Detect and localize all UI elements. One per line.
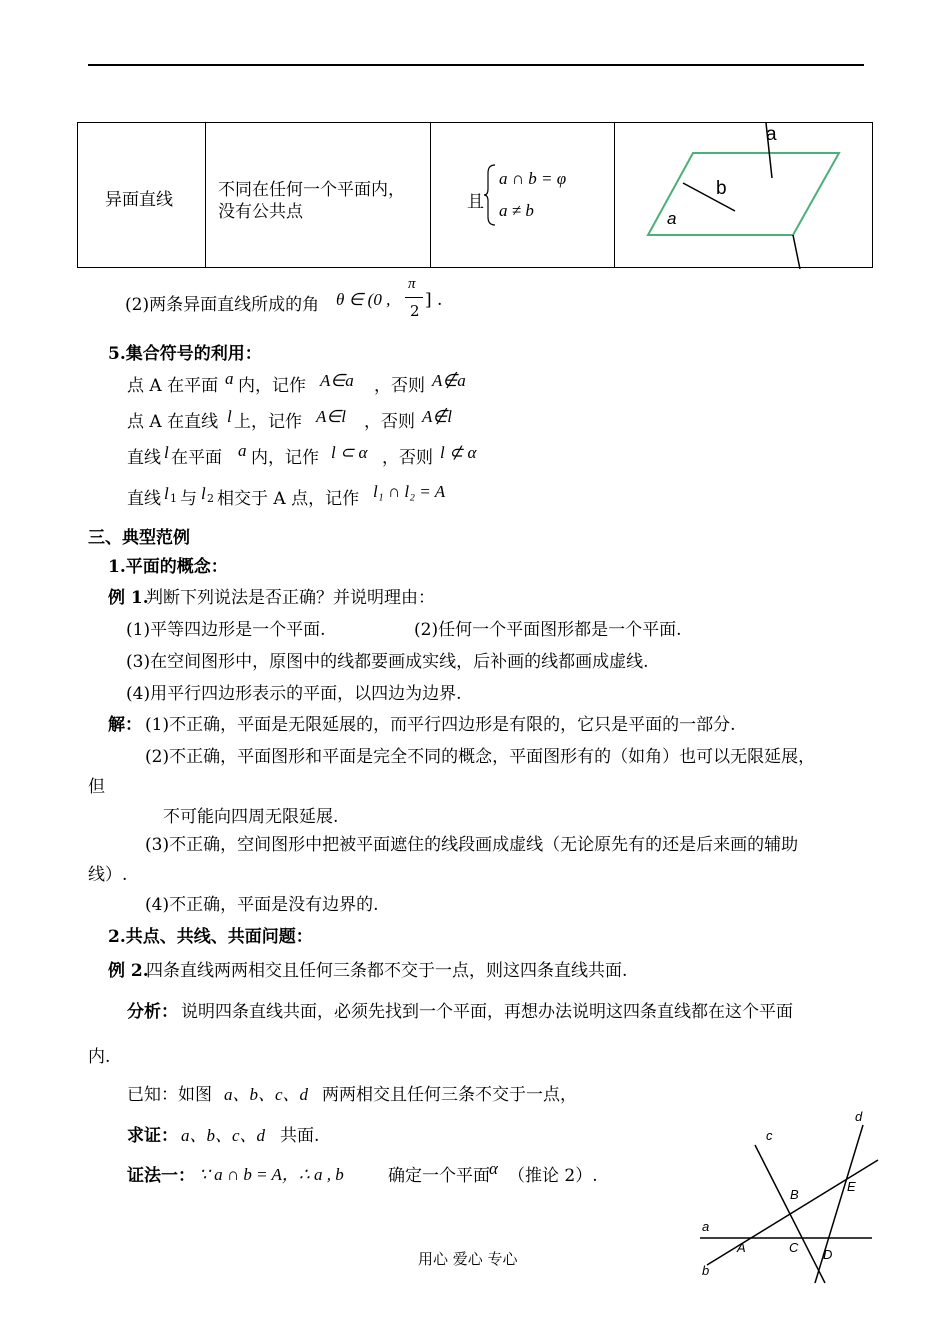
solution-2-cont: 不可能向四周无限延展. <box>163 807 339 827</box>
solution-2-wrap: 但 <box>88 777 105 797</box>
set-row3-l: l <box>164 443 169 462</box>
prove-math: a、b、c、d <box>181 1126 266 1145</box>
proof-alpha: α <box>489 1159 498 1178</box>
table-cell-desc-line1: 不同在任何一个平面内， <box>218 180 405 200</box>
table-cell-name: 异面直线 <box>105 190 173 210</box>
set-row3-math2: l ⊄ α <box>440 443 477 462</box>
example-1-label: 例 1. <box>108 588 149 608</box>
set-row4-l2: l <box>201 484 206 503</box>
set-row4-text: 直线 <box>127 489 161 509</box>
section-5-heading: 5.集合符号的利用： <box>108 344 262 364</box>
label-E: E <box>847 1179 856 1194</box>
section-3-heading: 三、典型范例 <box>88 528 190 548</box>
label-a-bottom: a <box>667 209 677 228</box>
label-D: D <box>823 1247 833 1262</box>
label-C: C <box>789 1240 799 1255</box>
set-row4-sub1: 1 <box>170 492 177 505</box>
line-b <box>683 183 735 211</box>
set-row3-math1: l ⊂ α <box>331 443 368 462</box>
set-row1-text: 点 A 在平面 <box>127 376 219 396</box>
example-1-text: 判断下列说法是否正确？并说明理由： <box>146 588 435 608</box>
analysis-text: 说明四条直线共面，必须先找到一个平面，再想办法说明这四条直线都在这个平面 <box>181 1002 793 1022</box>
set-row3-text2: 在平面 <box>171 448 222 468</box>
given-math: a、b、c、d <box>224 1085 309 1104</box>
set-row2-text3: ，否则 <box>364 412 415 432</box>
line-a-lower <box>793 235 800 269</box>
set-row2-math2: A∉l <box>422 407 452 426</box>
proof-text: 确定一个平面 <box>388 1166 490 1186</box>
table-cell-system-line2: a ≠ b <box>499 201 534 220</box>
set-row1-math1: A∈a <box>320 371 354 390</box>
set-row3-text: 直线 <box>127 448 161 468</box>
set-row4-math: l₁ ∩ l₂ = A <box>373 482 446 501</box>
solution-label: 解： <box>108 715 142 735</box>
angle-text: (2)两条异面直线所成的角 <box>125 295 320 315</box>
example-1-item-3: (3)在空间图形中，原图中的线都要画成实线，后补画的线都画成虚线. <box>126 652 649 672</box>
set-row1-text2: 内，记作 <box>238 376 306 396</box>
table-cell-desc-line2: 没有公共点 <box>218 202 303 222</box>
label-a-top: a <box>766 124 777 145</box>
angle-close: ] . <box>425 290 443 310</box>
table-divider <box>430 123 431 267</box>
solution-2: (2)不正确，平面图形和平面是完全不同的概念，平面图形有的（如角）也可以无限延展， <box>145 747 816 767</box>
section-3-2-heading: 2.共点、共线、共面问题： <box>108 927 313 947</box>
skew-lines-figure <box>645 123 841 269</box>
set-row1-math2: A∉a <box>432 371 466 390</box>
proof-text2: （推论 2）. <box>508 1166 598 1186</box>
table-cell-qie: 且 <box>467 192 484 212</box>
set-row3-text3: 内，记作 <box>251 448 319 468</box>
example-2-text: 四条直线两两相交且任何三条都不交于一点，则这四条直线共面. <box>146 961 628 981</box>
plane-parallelogram <box>648 153 839 235</box>
given-text2: 两两相交且任何三条不交于一点， <box>322 1085 577 1105</box>
label-b: b <box>716 178 727 199</box>
solution-1: (1)不正确，平面是无限延展的，而平行四边形是有限的，它只是平面的一部分. <box>145 715 736 735</box>
four-lines-figure <box>692 1105 882 1285</box>
analysis-wrap: 内. <box>88 1047 111 1067</box>
set-row3-text4: ，否则 <box>382 448 433 468</box>
label-d: d <box>855 1109 863 1124</box>
definition-table-row <box>77 122 873 268</box>
header-rule <box>88 64 864 66</box>
set-row2-text2: 上，记作 <box>234 412 302 432</box>
set-row1-alpha: a <box>225 369 234 388</box>
label-A: A <box>737 1240 746 1255</box>
proof-math: ∵ a ∩ b = A，∴ a , b <box>199 1165 344 1184</box>
brace-icon <box>483 163 497 227</box>
example-1-item-1: (1)平等四边形是一个平面. <box>126 620 326 640</box>
set-row2-text: 点 A 在直线 <box>127 412 219 432</box>
prove-text: 共面. <box>280 1126 320 1146</box>
given-text: 已知：如图 <box>127 1085 212 1105</box>
section-3-1-heading: 1.平面的概念： <box>108 557 228 577</box>
solution-3-wrap: 线）. <box>88 865 128 885</box>
angle-two: 2 <box>410 302 420 320</box>
proof-label: 证法一： <box>127 1166 195 1186</box>
example-1-item-2: (2)任何一个平面图形都是一个平面. <box>414 620 682 640</box>
page-footer: 用心 爱心 专心 <box>418 1250 518 1268</box>
label-b: b <box>702 1263 710 1278</box>
analysis-label: 分析： <box>127 1002 178 1022</box>
example-1-item-4: (4)用平行四边形表示的平面，以四边为边界. <box>126 684 462 704</box>
angle-theta: θ ∈ (0 , <box>336 290 391 309</box>
set-row2-l: l <box>227 407 232 426</box>
table-divider <box>205 123 206 267</box>
prove-label: 求证： <box>127 1126 178 1146</box>
set-row4-l1: l <box>164 484 169 503</box>
set-row4-sub2: 2 <box>207 492 214 505</box>
label-B: B <box>790 1187 799 1202</box>
fraction-bar <box>405 297 423 298</box>
table-divider <box>614 123 615 267</box>
solution-3: (3)不正确，空间图形中把被平面遮住的线段画成虚线（无论原先有的还是后来画的辅助 <box>145 835 799 855</box>
example-2-label: 例 2. <box>108 961 149 981</box>
label-a: a <box>702 1219 710 1234</box>
set-row2-math1: A∈l <box>316 407 346 426</box>
table-cell-system-line1: a ∩ b = φ <box>499 169 567 188</box>
set-row3-alpha: a <box>238 441 247 460</box>
angle-pi: π <box>408 276 416 292</box>
label-c: c <box>766 1128 773 1143</box>
solution-4: (4)不正确，平面是没有边界的. <box>145 895 379 915</box>
set-row4-text2: 与 <box>180 489 197 509</box>
set-row4-text3: 相交于 A 点，记作 <box>217 489 360 509</box>
set-row1-text3: ，否则 <box>374 376 425 396</box>
